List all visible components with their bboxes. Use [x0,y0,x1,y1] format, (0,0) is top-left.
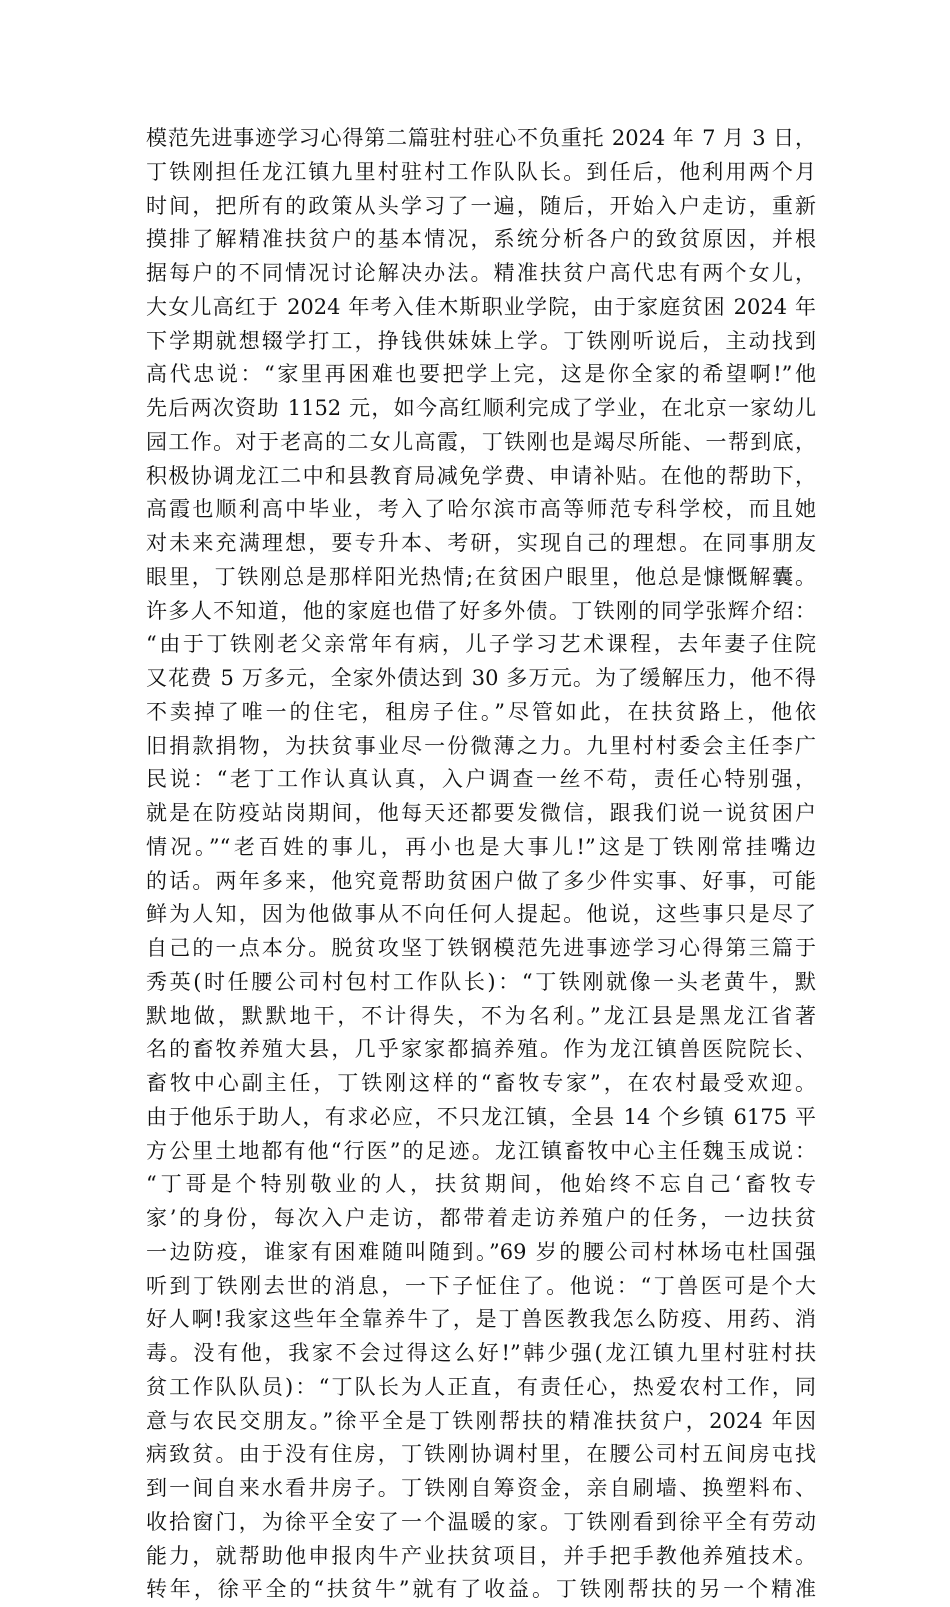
text-line: 时间，把所有的政策从头学习了一遍，随后，开始入户走访，重新 [146,193,816,218]
text-line: 秀英(时任腰公司村包村工作队长)：“丁铁刚就像一头老黄牛，默 [146,969,816,994]
text-line: 许多人不知道，他的家庭也借了好多外债。丁铁刚的同学张辉介绍： [146,598,816,623]
text-line: 摸排了解精准扶贫户的基本情况，系统分析各户的致贫原因，并根 [146,227,816,252]
text-line: 丁铁刚担任龙江镇九里村驻村工作队队长。到任后，他利用两个月 [146,159,816,184]
text-line: 病致贫。由于没有住房，丁铁刚协调村里，在腰公司村五间房屯找 [146,1442,816,1467]
text-line: 收拾窗门，为徐平全安了一个温暖的家。丁铁刚看到徐平全有劳动 [146,1509,816,1534]
text-line: 情况。”“老百姓的事儿，再小也是大事儿!”这是丁铁刚常挂嘴边 [146,834,816,859]
text-line: 据每户的不同情况讨论解决办法。精准扶贫户高代忠有两个女儿， [146,261,816,285]
text-line: 民说：“老丁工作认真认真，入户调查一丝不苟，责任心特别强， [146,767,816,792]
text-line: 贫工作队队员)：“丁队长为人正直，有责任心，热爱农村工作，同 [146,1374,816,1399]
text-line: 就是在防疫站岗期间，他每天还都要发微信，跟我们说一说贫困户 [146,801,816,825]
text-line: 对未来充满理想，要专升本、考研，实现自己的理想。在同事朋友 [146,531,816,555]
text-line: 由于他乐于助人，有求必应，不只龙江镇，全县 14 个乡镇 6175 平 [146,1104,816,1129]
text-line: 大女儿高红于 2024 年考入佳木斯职业学院，由于家庭贫困 2024 年 [146,294,816,319]
text-line: 转年，徐平全的“扶贫牛”就有了收益。丁铁刚帮扶的另一个精准 [146,1577,816,1602]
text-line: 的话。两年多来，他究竟帮助贫困户做了多少件实事、好事，可能 [146,868,816,893]
text-line: 好人啊!我家这些年全靠养牛了，是丁兽医教我怎么防疫、用药、消 [146,1307,816,1332]
text-line: 鲜为人知，因为他做事从不向任何人提起。他说，这些事只是尽了 [146,902,816,927]
text-line: 毒。没有他，我家不会过得这么好!”韩少强(龙江镇九里村驻村扶 [146,1341,816,1365]
text-line: 又花费 5 万多元，全家外债达到 30 多万元。为了缓解压力，他不得 [146,666,816,690]
text-line: 旧捐款捐物，为扶贫事业尽一份微薄之力。九里村村委会主任李广 [146,733,816,758]
text-line: 到一间自来水看井房子。丁铁刚自筹资金，亲自刷墙、换塑料布、 [146,1476,816,1500]
text-line: 积极协调龙江二中和县教育局减免学费、申请补贴。在他的帮助下， [146,463,816,488]
text-line: 不卖掉了唯一的住宅，租房子住。”尽管如此，在扶贫路上，他依 [146,699,816,724]
text-line: 自己的一点本分。脱贫攻坚丁铁钢模范先进事迹学习心得第三篇于 [146,936,816,960]
text-line: “丁哥是个特别敬业的人，扶贫期间，他始终不忘自己‘畜牧专 [146,1172,816,1197]
text-line: 能力，就帮助他申报肉牛产业扶贫项目，并手把手教他养殖技术。 [146,1543,816,1568]
text-line: 家’的身份，每次入户走访，都带着走访养殖户的任务，一边扶贫 [146,1206,816,1230]
document-body [146,122,816,1607]
text-line: 方公里土地都有他“行医”的足迹。龙江镇畜牧中心主任魏玉成说： [146,1138,816,1163]
text-line: 下学期就想辍学打工，挣钱供妹妹上学。丁铁刚听说后，主动找到 [146,328,816,353]
text-line: 听到丁铁刚去世的消息，一下子怔住了。他说：“丁兽医可是个大 [146,1273,816,1298]
text-line: 名的畜牧养殖大县，几乎家家都搞养殖。作为龙江镇兽医院院长、 [146,1037,816,1062]
text-line: 先后两次资助 1152 元，如今高红顺利完成了学业，在北京一家幼儿 [146,396,816,420]
text-line: 高代忠说：“家里再困难也要把学上完，这是你全家的希望啊!”他 [146,362,816,387]
text-line: 畜牧中心副主任，丁铁刚这样的“畜牧专家”，在农村最受欢迎。 [146,1071,816,1095]
text-line: 高霞也顺利高中毕业，考入了哈尔滨市高等师范专科学校，而且她 [146,497,816,522]
text-line: 一边防疫，谁家有困难随叫随到。”69 岁的腰公司村林场屯杜国强 [146,1239,816,1264]
text-line: 默地做，默默地干，不计得失，不为名利。”龙江县是黑龙江省著 [146,1003,816,1028]
text-line: 眼里，丁铁刚总是那样阳光热情;在贫困户眼里，他总是慷慨解囊。 [146,564,816,589]
text-line: “由于丁铁刚老父亲常年有病，儿子学习艺术课程，去年妻子住院 [146,632,816,657]
text-line: 园工作。对于老高的二女儿高霞，丁铁刚也是竭尽所能、一帮到底， [146,429,816,454]
text-line: 意与农民交朋友。”徐平全是丁铁刚帮扶的精准扶贫户，2024 年因 [146,1408,816,1433]
text-line: 模范先进事迹学习心得第二篇驻村驻心不负重托 2024 年 7 月 3 日， [146,126,816,150]
